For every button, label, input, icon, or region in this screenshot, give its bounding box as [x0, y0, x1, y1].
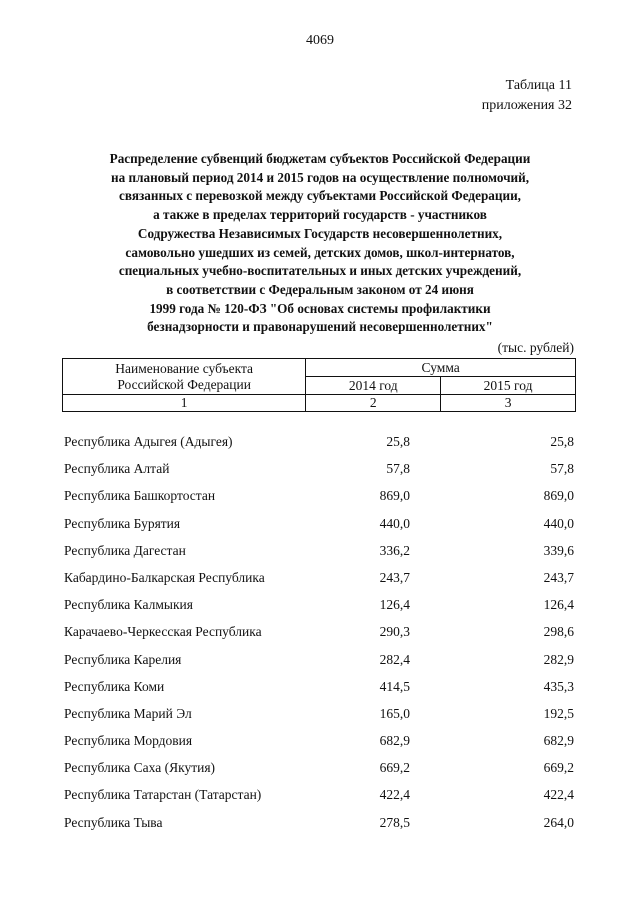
- value-2015: 422,4: [543, 787, 574, 803]
- table-row: [62, 482, 576, 509]
- value-2014: 243,7: [379, 569, 410, 585]
- title-line: а также в пределах территорий государств - участников: [153, 207, 487, 223]
- table-row: [62, 428, 576, 455]
- region-name: Кабардино-Балкарская Республика: [64, 569, 265, 585]
- value-2014: 278,5: [379, 814, 410, 830]
- value-2014: 440,0: [379, 515, 410, 531]
- title-line: Содружества Независимых Государств несовершеннолетних,: [137, 225, 503, 241]
- column-header-name-line2: Российской Федерации: [117, 376, 251, 392]
- value-2014: 422,4: [379, 787, 410, 803]
- table-row: [62, 781, 576, 808]
- value-2015: 669,2: [543, 760, 574, 776]
- value-2014: 282,4: [379, 651, 410, 667]
- title-line: самовольно ушедших из семей, детских домов, школ-интернатов,: [125, 244, 515, 260]
- region-name: Республика Калмыкия: [64, 597, 193, 613]
- column-header-name: [63, 359, 306, 395]
- title-line: специальных учебно-воспитательных и иных детских учреждений,: [118, 263, 522, 279]
- value-2014: 126,4: [379, 597, 410, 613]
- value-2015: 682,9: [543, 733, 574, 749]
- value-2014: 25,8: [386, 434, 410, 449]
- table-row: [62, 591, 576, 618]
- value-2015: 192,5: [543, 705, 574, 721]
- region-name: Республика Бурятия: [64, 515, 181, 531]
- region-name: Республика Мордовия: [64, 733, 193, 749]
- column-header-name-line1: Наименование субъекта: [115, 360, 254, 376]
- region-name: Республика Марий Эл: [64, 705, 192, 721]
- value-2014: 290,3: [379, 624, 410, 640]
- value-2015: 440,0: [543, 515, 574, 531]
- value-2014: 682,9: [379, 733, 410, 749]
- table-row: [62, 700, 576, 727]
- region-name: Республика Карелия: [64, 651, 182, 667]
- region-name: Республика Алтай: [64, 461, 170, 477]
- column-header-sum: Сумма: [306, 359, 576, 377]
- title-line: Распределение субвенций бюджетам субъектов Российской Федерации: [109, 151, 531, 166]
- region-name: Республика Тыва: [64, 814, 163, 830]
- region-name: Республика Адыгея (Адыгея): [64, 434, 233, 449]
- title-line: связанных с перевозкой между субъектами Российской Федерации,: [119, 188, 521, 204]
- value-2015: 264,0: [543, 814, 574, 830]
- value-2015: 282,9: [543, 651, 574, 667]
- value-2014: 336,2: [379, 542, 410, 558]
- table-row: [62, 618, 576, 645]
- table-row: [62, 809, 576, 836]
- region-name: Республика Татарстан (Татарстан): [64, 787, 262, 803]
- value-2015: 435,3: [543, 678, 574, 694]
- value-2015: 243,7: [543, 569, 574, 585]
- value-2014: 165,0: [379, 705, 410, 721]
- page-number: 4069: [306, 33, 334, 48]
- region-name: Карачаево-Черкесская Республика: [64, 624, 262, 640]
- title-line: на плановый период 2014 и 2015 годов на осуществление полномочий,: [110, 169, 530, 185]
- region-name: Республика Коми: [64, 678, 165, 694]
- value-2014: 669,2: [379, 760, 410, 776]
- table-row: [62, 564, 576, 591]
- value-2015: 57,8: [550, 461, 574, 477]
- table-row: [62, 455, 576, 482]
- table-row: [62, 537, 576, 564]
- region-name: Республика Дагестан: [64, 542, 186, 558]
- table-reference: [482, 76, 572, 116]
- document-title: [60, 150, 580, 337]
- table-row: [62, 646, 576, 673]
- column-number-2: 2: [306, 395, 441, 412]
- column-number-3: 3: [441, 395, 576, 412]
- table-header: [62, 358, 576, 412]
- value-2015: 339,6: [543, 542, 574, 558]
- table-row: [62, 510, 576, 537]
- table-row: [62, 754, 576, 781]
- column-header-2015: 2015 год: [441, 377, 576, 395]
- value-2014: 57,8: [386, 461, 410, 477]
- value-2014: 414,5: [379, 678, 410, 694]
- title-line: в соответствии с Федеральным законом от 24 июня: [166, 281, 474, 297]
- table-body: [62, 428, 576, 836]
- value-2015: 25,8: [550, 434, 574, 449]
- region-name: Республика Саха (Якутия): [64, 760, 216, 776]
- region-name: Республика Башкортостан: [64, 488, 216, 504]
- table-reference-line2: приложения 32: [481, 98, 572, 113]
- units-label: (тыс. рублей): [497, 340, 574, 355]
- table-row: [62, 727, 576, 754]
- title-line: 1999 года № 120-ФЗ "Об основах системы профилактики: [149, 300, 491, 316]
- column-number-1: 1: [63, 395, 306, 412]
- value-2014: 869,0: [379, 488, 410, 504]
- title-line: безнадзорности и правонарушений несовершеннолетних": [147, 319, 493, 335]
- table-reference-line1: Таблица 11: [505, 78, 572, 93]
- column-header-2014: 2014 год: [306, 377, 441, 395]
- value-2015: 126,4: [543, 597, 574, 613]
- value-2015: 869,0: [543, 488, 574, 504]
- table-row: [62, 673, 576, 700]
- value-2015: 298,6: [543, 624, 574, 640]
